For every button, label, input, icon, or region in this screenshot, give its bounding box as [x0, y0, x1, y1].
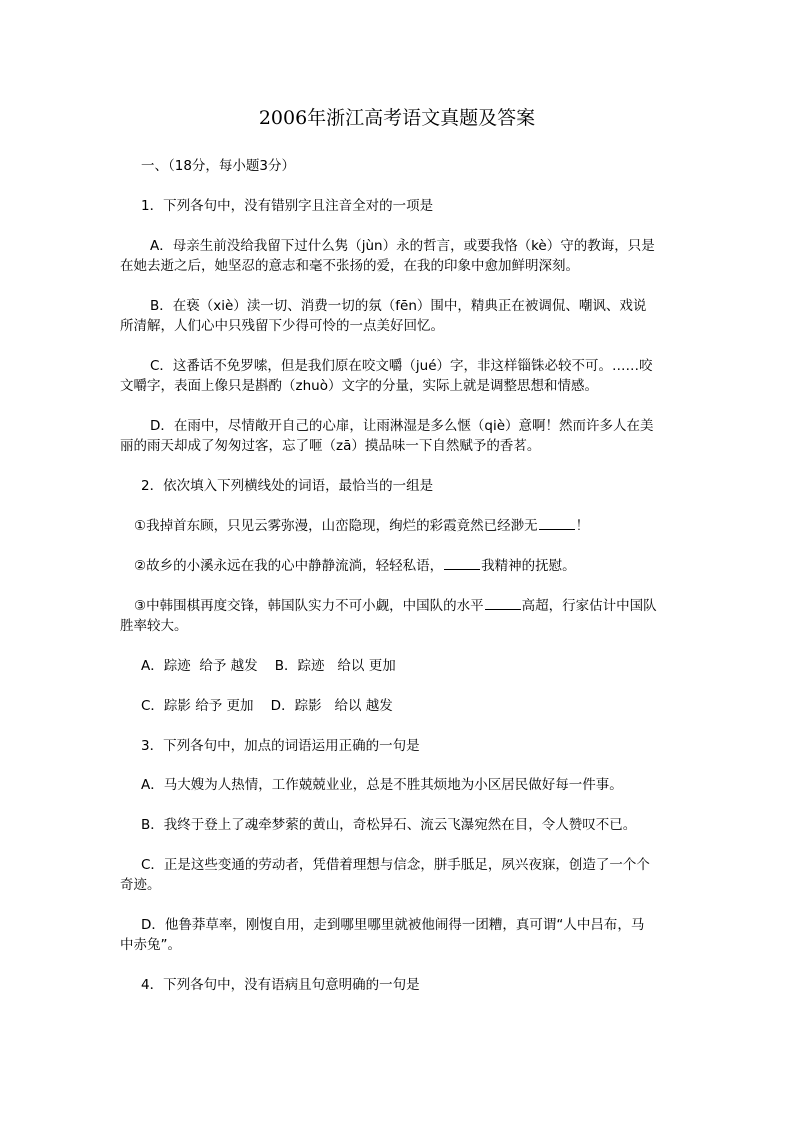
fill-in-blank-3 — [485, 597, 521, 610]
question-1-option-c-line-1: C．这番话不免罗嗦，但是我们原在咬文嚼（jué）字，非这样锱铢必较不可。……咬 — [150, 358, 653, 374]
fill-in-blank-2 — [444, 557, 480, 570]
fill-in-blank-1 — [539, 517, 575, 530]
question-3-option-c-line-2: 奇迹。 — [120, 877, 161, 893]
question-2-sentence-2-text: ②故乡的小溪永远在我的心中静静流淌，轻轻私语， — [134, 558, 444, 574]
question-2-sentence-3-text: ③中韩围棋再度交锋，韩国队实力不可小觑，中国队的水平 — [134, 598, 484, 614]
question-3-stem: 3．下列各句中，加点的词语运用正确的一句是 — [141, 738, 420, 754]
question-2-sentence-2-end: 我精神的抚慰。 — [481, 558, 576, 574]
question-2-sentence-3-line-2: 胜率较大。 — [120, 618, 188, 634]
question-1-option-d-line-1: D．在雨中，尽情敞开自己的心扉，让雨淋湿是多么惬（qiè）意啊！然而许多人在美 — [150, 418, 654, 434]
question-1-option-a-line-1: A．母亲生前没给我留下过什么隽（jùn）永的哲言，或要我恪（kè）守的教诲，只是 — [150, 238, 655, 254]
question-2-sentence-3-line-1 — [134, 596, 657, 617]
question-3-option-b: B．我终于登上了魂牵梦萦的黄山，奇松异石、流云飞瀑宛然在目，令人赞叹不已。 — [141, 817, 637, 833]
question-3-option-c-line-1: C．正是这些变通的劳动者，凭借着理想与信念，胼手胝足，夙兴夜寐，创造了一个个 — [141, 857, 650, 873]
section-heading: 一、（18分，每小题3分） — [141, 158, 296, 174]
question-1-option-a-line-2: 在她去逝之后，她坚忍的意志和毫不张扬的爱，在我的印象中愈加鲜明深刻。 — [120, 258, 579, 274]
question-3-option-d-line-1: D．他鲁莽草率，刚愎自用，走到哪里哪里就被他闹得一团糟，真可谓“人中吕布，马 — [141, 917, 645, 933]
question-1-option-b-line-2: 所清解，人们心中只残留下少得可怜的一点美好回忆。 — [120, 318, 444, 334]
question-1-option-c-line-2: 文嚼字，表面上像只是斟酌（zhuò）文字的分量，实际上就是调整思想和情感。 — [120, 378, 598, 394]
question-2-sentence-1-end: ！ — [575, 518, 590, 534]
question-2-options-line-1: A．踪迹 给予 越发 B．踪迹 给以 更加 — [141, 658, 396, 674]
question-1-option-b-line-1: B．在亵（xiè）渎一切、消费一切的氛（fēn）围中，精典正在被调侃、嘲讽、戏说 — [150, 298, 647, 314]
question-2-options-line-2: C．踪影 给予 更加 D．踪影 给以 越发 — [141, 698, 393, 714]
page-title: 2006年浙江高考语文真题及答案 — [258, 107, 536, 129]
question-1-stem: 1．下列各句中，没有错别字且注音全对的一项是 — [141, 198, 434, 214]
question-2-sentence-1 — [134, 516, 589, 537]
question-3-option-a: A．马大嫂为人热情，工作兢兢业业，总是不胜其烦地为小区居民做好每一件事。 — [141, 777, 623, 793]
question-4-stem: 4．下列各句中，没有语病且句意明确的一句是 — [141, 977, 420, 993]
question-3-option-d-line-2: 中赤兔”。 — [120, 937, 181, 953]
question-2-stem: 2．依次填入下列横线处的词语，最恰当的一组是 — [141, 478, 434, 494]
question-2-sentence-1-text: ①我掉首东顾，只见云雾弥漫，山峦隐现，绚烂的彩霞竟然已经渺无 — [134, 518, 538, 534]
question-2-sentence-3-end: 高超，行家估计中国队 — [521, 598, 657, 614]
question-1-option-d-line-2: 丽的雨天却成了匆匆过客，忘了咂（zā）摸品味一下自然赋予的香茗。 — [120, 438, 541, 454]
question-2-sentence-2 — [134, 556, 576, 577]
